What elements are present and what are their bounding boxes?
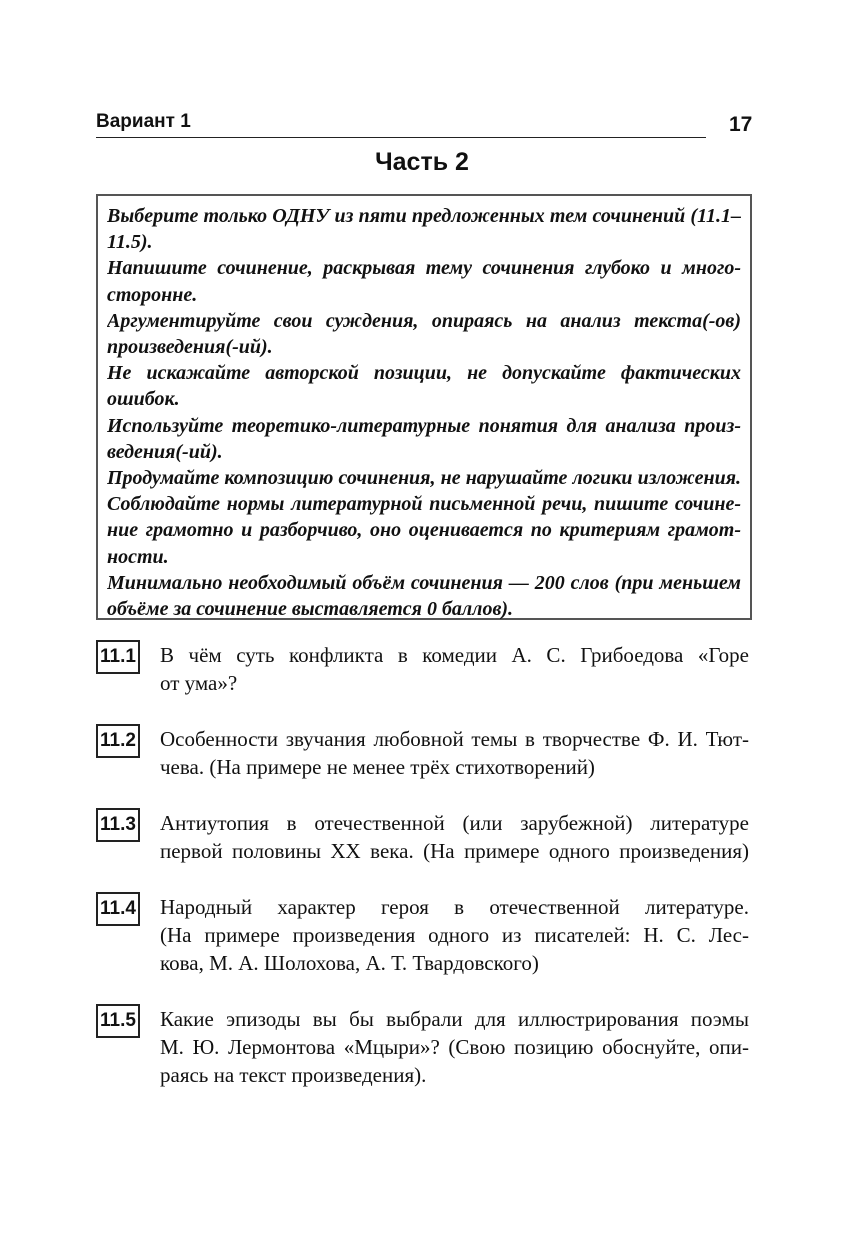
- instruction-line: сторонне.: [107, 283, 198, 306]
- task-number-box: 11.4: [96, 892, 140, 926]
- instruction-line: объёме за сочинение выставляется 0 баллов).: [107, 598, 514, 621]
- instruction-line: ведения(-ий).: [107, 440, 223, 463]
- header-divider: [96, 137, 706, 138]
- instruction-line: Соблюдайте нормы литературной письменной речи, пишите сочине-: [107, 493, 741, 516]
- task-line: первой половины XX века. (На примере одного произведения): [160, 839, 749, 863]
- instruction-line: Не искажайте авторской позиции, не допускайте фактических: [107, 362, 741, 385]
- task-line: Антиутопия в отечественной (или зарубежной) литературе: [160, 811, 749, 835]
- task-line: Народный характер героя в отечественной литературе.: [160, 895, 749, 919]
- task-line: кова, М. А. Шолохова, А. Т. Твардовского): [160, 951, 539, 975]
- task-line: М. Ю. Лермонтова «Мцыри»? (Свою позицию обоснуйте, опи-: [160, 1035, 749, 1059]
- task-text: [160, 641, 749, 697]
- instruction-line: Выберите только ОДНУ из пяти предложенных тем сочинений (11.1–: [107, 205, 741, 227]
- instruction-line: Используйте теоретико-литературные понятия для анализа произ-: [107, 414, 741, 437]
- task-number-box: 11.2: [96, 724, 140, 758]
- instruction-line: 11.5).: [107, 231, 153, 254]
- task-line: от ума»?: [160, 671, 238, 695]
- task-number-box: 11.5: [96, 1004, 140, 1038]
- task-number-box: 11.3: [96, 808, 140, 842]
- instruction-line: Минимально необходимый объём сочинения — 200 слов (при меньшем: [107, 571, 741, 594]
- variant-label: Вариант 1: [96, 111, 191, 132]
- instruction-line: Продумайте композицию сочинения, не нарушайте логики изложения.: [107, 467, 741, 490]
- instruction-line: Аргументируйте свои суждения, опираясь на анализ текста(-ов): [107, 309, 741, 332]
- task-line: Особенности звучания любовной темы в творчестве Ф. И. Тют-: [160, 727, 749, 751]
- task-line: В чём суть конфликта в комедии А. С. Грибоедова «Горе: [160, 643, 749, 667]
- task-text: [160, 1005, 749, 1089]
- instruction-line: ошибок.: [107, 388, 180, 411]
- task-text: [160, 893, 749, 977]
- task-line: раясь на текст произведения).: [160, 1063, 427, 1087]
- task-number-box: 11.1: [96, 640, 140, 674]
- instruction-line: ности.: [107, 545, 169, 568]
- task-line: чева. (На примере не менее трёх стихотворений): [160, 755, 595, 779]
- task-line: Какие эпизоды вы бы выбрали для иллюстрирования поэмы: [160, 1007, 749, 1031]
- instruction-line: произведения(-ий).: [107, 336, 273, 359]
- task-text: [160, 725, 749, 781]
- instruction-line: ние грамотно и разборчиво, оно оценивается по критериям грамот-: [107, 519, 741, 542]
- instruction-line: Напишите сочинение, раскрывая тему сочинения глубоко и много-: [107, 257, 741, 280]
- task-line: (На примере произведения одного из писателей: Н. С. Лес-: [160, 923, 749, 947]
- instructions-box: [96, 194, 752, 620]
- page-number: 17: [729, 113, 753, 136]
- part-title: Часть 2: [375, 148, 469, 176]
- task-text: [160, 809, 749, 865]
